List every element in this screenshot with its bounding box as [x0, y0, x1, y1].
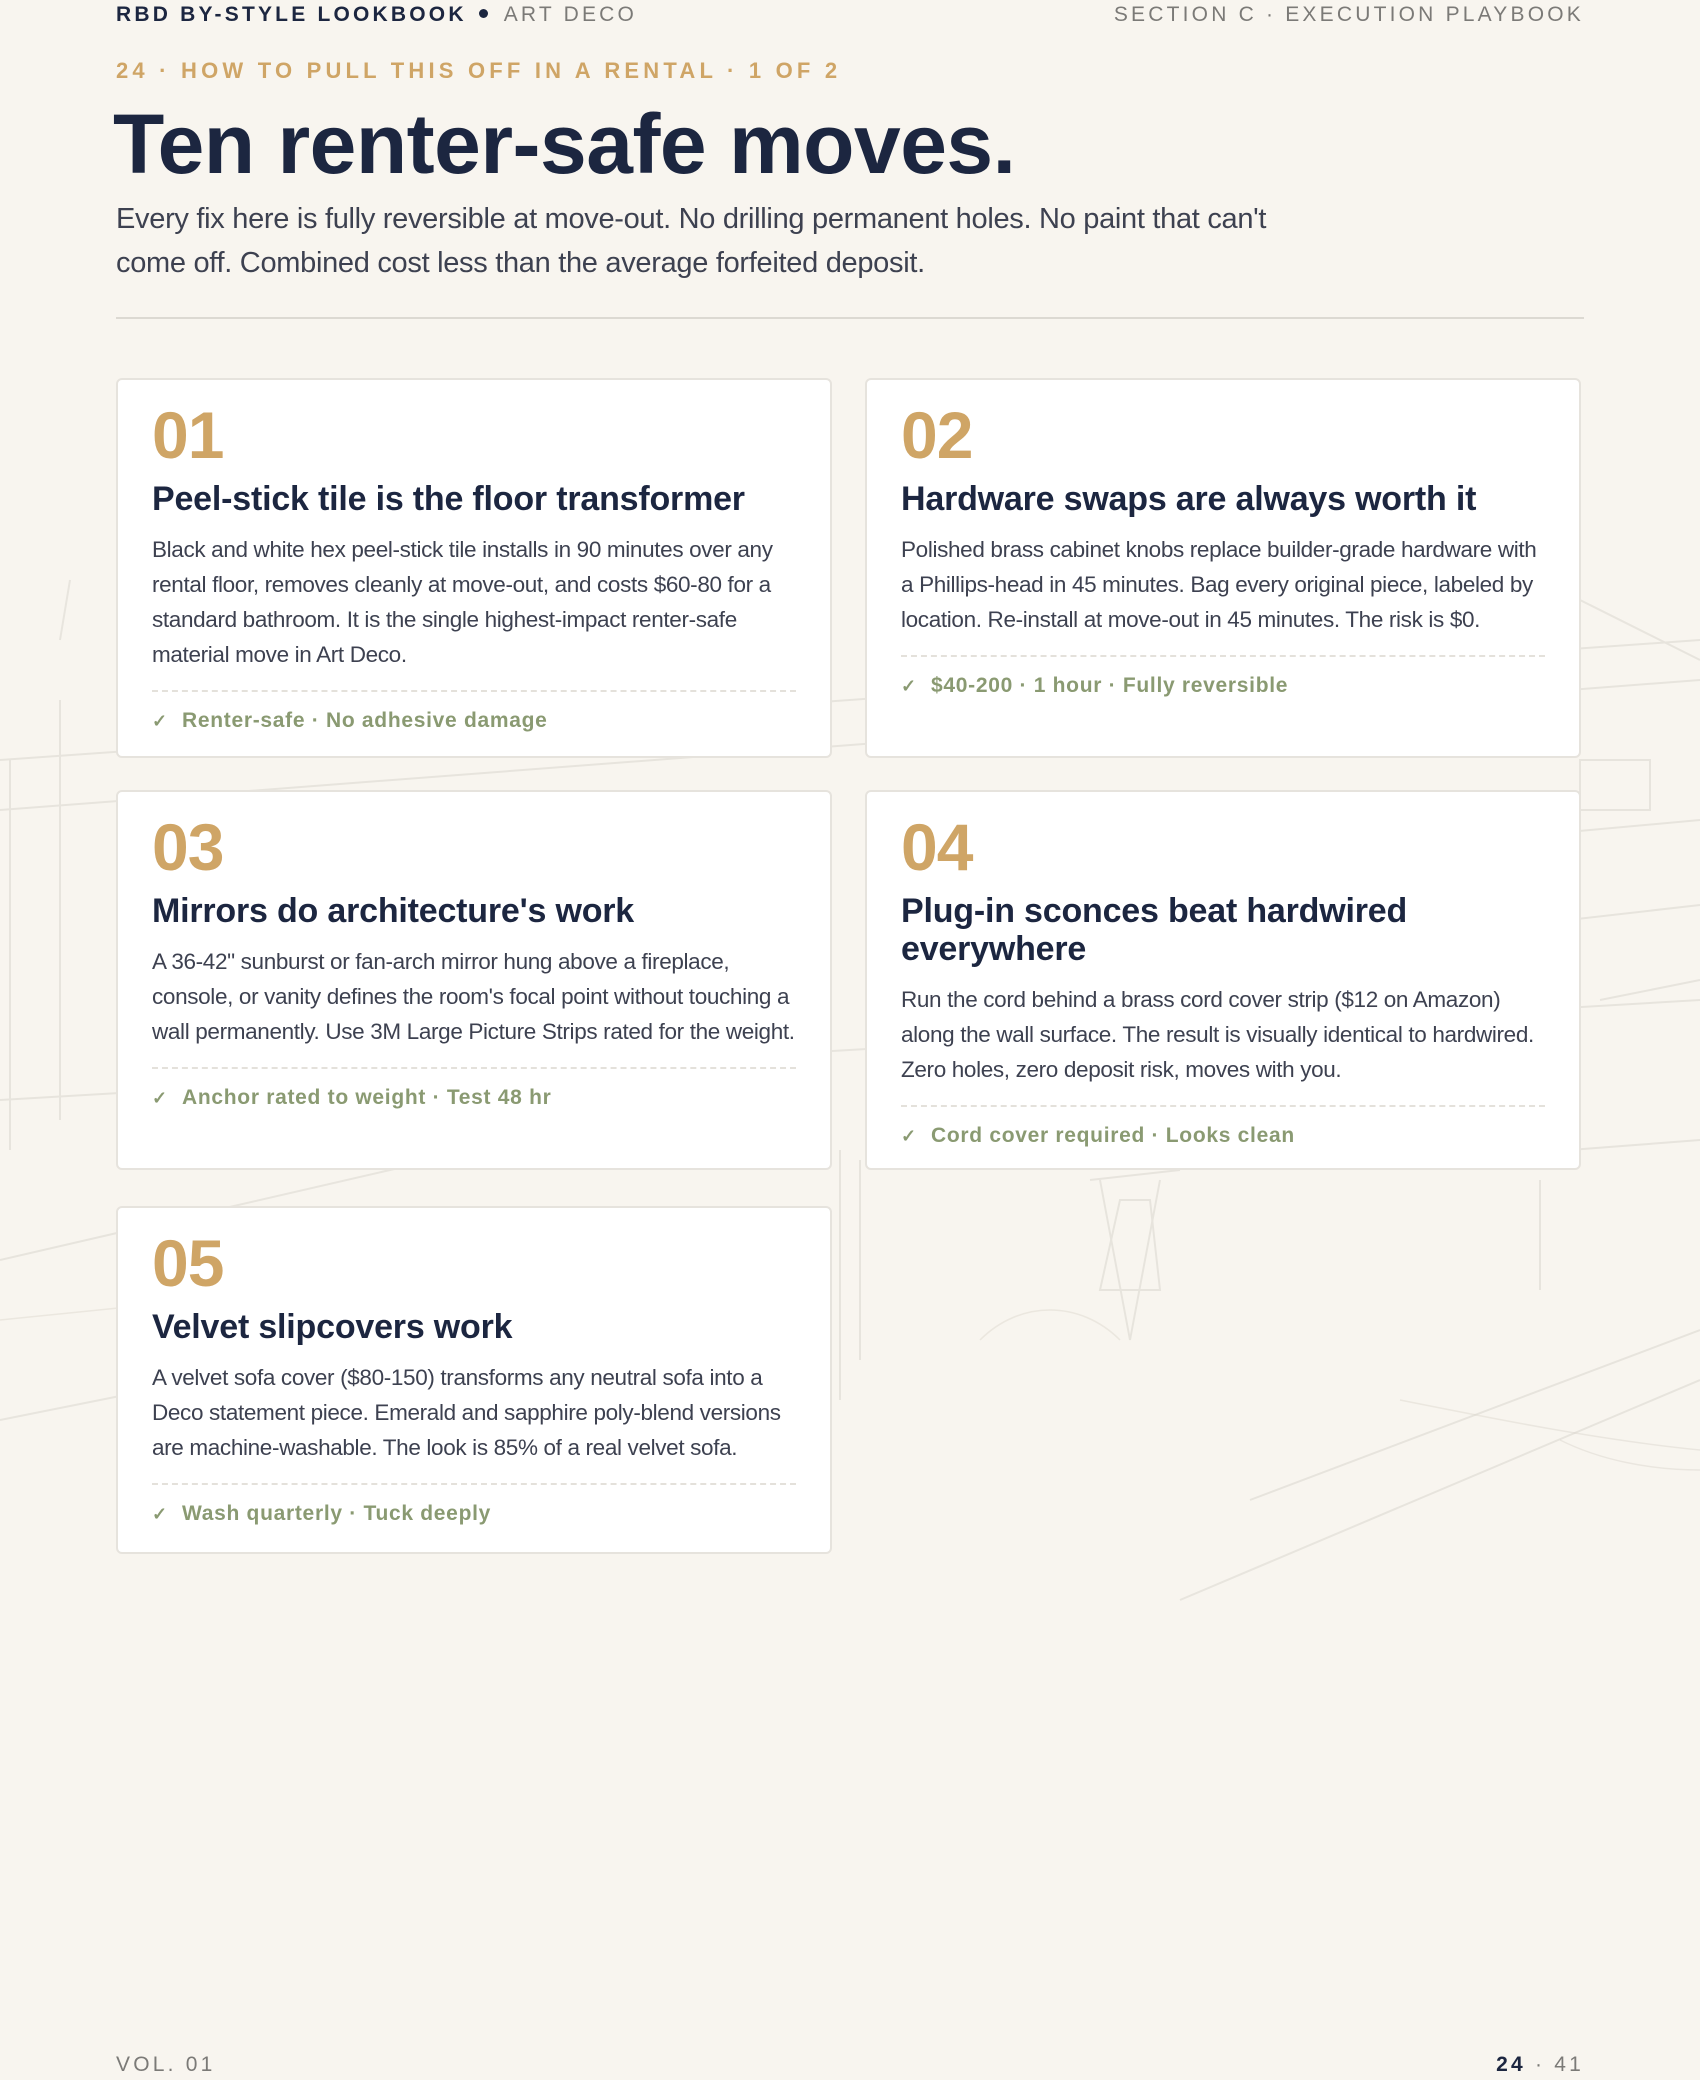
card-body: A 36-42" sunburst or fan-arch mirror hung above a fireplace, console, or vanity defines the room's focal point without touching a wall permanently. Use 3M Large Picture Strips rated for the weight. — [152, 949, 795, 1044]
check-icon: ✓ — [901, 676, 917, 696]
card-divider — [152, 690, 796, 692]
running-header — [116, 2, 1584, 28]
card-tag-label: Wash quarterly · Tuck deeply — [182, 1502, 492, 1525]
bullet-dot-icon — [479, 9, 488, 18]
move-card-03 — [116, 790, 832, 1170]
check-icon: ✓ — [901, 1126, 917, 1146]
card-divider — [152, 1483, 796, 1485]
card-title: Hardware swaps are always worth it — [901, 480, 1477, 518]
move-card-04 — [865, 790, 1581, 1170]
current-page-number: 24 — [1496, 2053, 1526, 2076]
card-number: 04 — [901, 810, 973, 884]
total-pages: 41 — [1554, 2053, 1584, 2076]
card-tag — [152, 1085, 796, 1111]
check-icon: ✓ — [152, 711, 168, 731]
card-title: Velvet slipcovers work — [152, 1308, 513, 1346]
move-card-05 — [116, 1206, 832, 1554]
check-icon: ✓ — [152, 1088, 168, 1108]
card-tag — [152, 708, 796, 734]
page-title: Ten renter-safe moves. — [113, 97, 1016, 191]
card-divider — [901, 1105, 1545, 1107]
lookbook-page — [113, 0, 1584, 2080]
card-number: 05 — [152, 1226, 224, 1300]
card-tag-label: Anchor rated to weight · Test 48 hr — [182, 1086, 552, 1109]
brand-name: RBD BY-STYLE LOOKBOOK — [116, 3, 467, 26]
card-number: 03 — [152, 810, 224, 884]
card-divider — [152, 1067, 796, 1069]
style-name: ART DECO — [503, 3, 638, 26]
card-title: Mirrors do architecture's work — [152, 892, 635, 930]
card-tag-label: Cord cover required · Looks clean — [931, 1124, 1295, 1147]
page-lede: Every fix here is fully reversible at move-out. No drilling permanent holes. No paint that can't come off. Combined cost less than the average forfeited deposit. — [116, 203, 1267, 279]
card-body: A velvet sofa cover ($80-150) transforms any neutral sofa into a Deco statement piece. Emerald and sapphire poly-blend versions are machine-washable. The look is 85% of a real velvet sofa. — [152, 1365, 781, 1460]
check-icon: ✓ — [152, 1504, 168, 1524]
move-card-02 — [865, 378, 1581, 758]
card-tag — [152, 1501, 796, 1527]
move-card-01 — [116, 378, 832, 758]
card-body: Polished brass cabinet knobs replace builder-grade hardware with a Phillips-head in 45 minutes. Bag every original piece, labeled by location. Re-install at move-out in 45 minutes. The risk is $0. — [901, 537, 1537, 632]
brand-label — [116, 2, 637, 28]
card-body: Run the cord behind a brass cord cover strip ($12 on Amazon) along the wall surface. The result is visually identical to hardwired. Zero holes, zero deposit risk, moves with you. — [901, 987, 1534, 1082]
volume-label: VOL. 01 — [116, 2053, 216, 2076]
section-label: SECTION C · EXECUTION PLAYBOOK — [1113, 3, 1584, 26]
running-footer — [116, 2052, 1584, 2078]
card-number: 01 — [152, 398, 224, 472]
page-separator: · — [1534, 2053, 1546, 2076]
card-tag-label: $40-200 · 1 hour · Fully reversible — [931, 674, 1289, 697]
page-eyebrow: 24 · HOW TO PULL THIS OFF IN A RENTAL · 1 OF 2 — [116, 58, 842, 83]
card-tag — [901, 673, 1545, 699]
card-tag-label: Renter-safe · No adhesive damage — [182, 709, 548, 732]
card-title: Peel-stick tile is the floor transformer — [152, 480, 745, 518]
card-tag — [901, 1123, 1545, 1149]
header-divider — [116, 317, 1584, 319]
card-divider — [901, 655, 1545, 657]
card-title: Plug-in sconces beat hardwired everywhere — [901, 892, 1408, 968]
card-number: 02 — [901, 398, 973, 472]
card-body: Black and white hex peel-stick tile installs in 90 minutes over any rental floor, removes cleanly at move-out, and costs $60-80 for a standard bathroom. It is the single highest-impact renter-safe material move in Art Deco. — [152, 537, 773, 667]
page-counter — [1496, 2052, 1584, 2078]
